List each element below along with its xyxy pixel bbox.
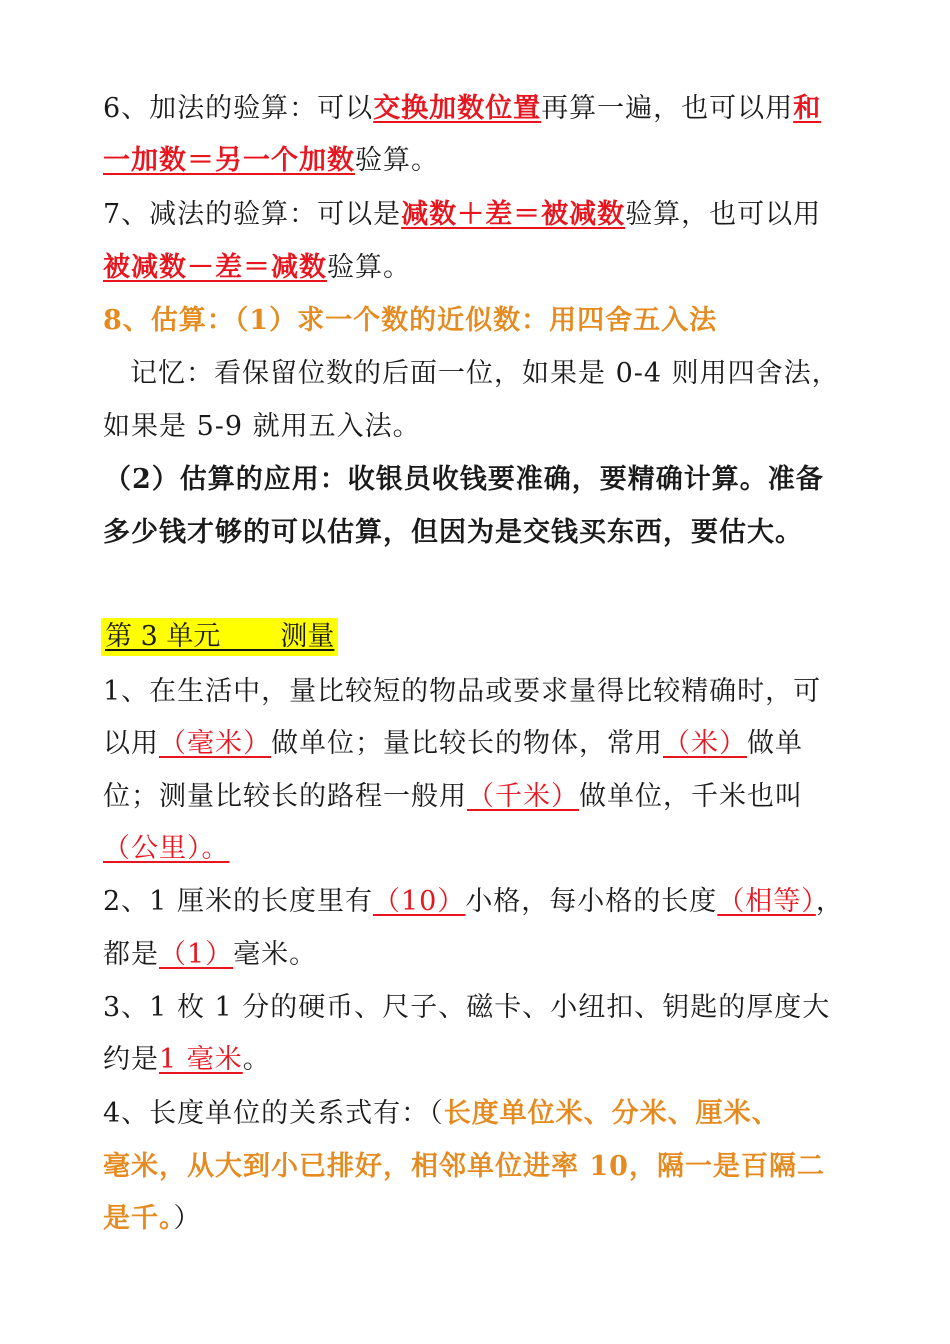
item7-text: 验算。 bbox=[327, 252, 411, 283]
q2-text: 都是 bbox=[103, 939, 159, 970]
q4-answer: 是千。 bbox=[103, 1203, 174, 1234]
q3-text: 约是 bbox=[103, 1044, 159, 1075]
q1-line2 bbox=[103, 726, 803, 762]
item6-text: 验算。 bbox=[355, 145, 439, 176]
item7-answer-formula1: 减数＋差＝被减数 bbox=[401, 199, 626, 230]
item6-line2 bbox=[103, 143, 439, 179]
q2-line2 bbox=[103, 937, 317, 973]
item7-text: 验算，也可以用 bbox=[625, 199, 822, 230]
q4-answer: 长度单位米、分米、厘米、 bbox=[443, 1098, 780, 1129]
q1-answer-km: （千米） bbox=[467, 781, 579, 812]
q3-line2 bbox=[103, 1042, 271, 1078]
item8-title: 8、估算：（1）求一个数的近似数：用四舍五入法 bbox=[103, 305, 718, 336]
q2-text: 小格，每小格的长度 bbox=[465, 886, 718, 917]
q1-line3 bbox=[103, 779, 803, 815]
q4-line2: 毫米，从大到小已排好，相邻单位进率 10，隔一是百隔二 bbox=[103, 1151, 825, 1182]
item6-line1 bbox=[103, 91, 821, 127]
q1-text: 做单位；量比较长的物体，常用 bbox=[271, 728, 663, 759]
q4-text: ） bbox=[173, 1203, 202, 1234]
q1-answer-gongli: （公里）。 bbox=[103, 833, 230, 864]
item7-line2 bbox=[103, 250, 411, 286]
q1-answer-m: （米） bbox=[663, 728, 747, 759]
item6-text: 再算一遍，也可以用 bbox=[541, 93, 794, 124]
item7-answer-formula2: 被减数－差＝减数 bbox=[103, 252, 327, 283]
item8-memory-line1: 记忆：看保留位数的后面一位，如果是 0-4 则用四舍法， bbox=[130, 358, 840, 389]
q3-line1: 3、1 枚 1 分的硬币、尺子、磁卡、小纽扣、钥匙的厚度大 bbox=[103, 992, 831, 1023]
q1-text: 位；测量比较长的路程一般用 bbox=[103, 781, 467, 812]
q1-text: 做单位，千米也叫 bbox=[579, 781, 803, 812]
item6-answer-swap: 交换加数位置 bbox=[373, 93, 542, 124]
q2-text: 毫米。 bbox=[233, 939, 318, 970]
q4-text: 4、长度单位的关系式有：（ bbox=[103, 1098, 444, 1129]
q1-line1: 1、在生活中，量比较短的物品或要求量得比较精确时，可 bbox=[103, 676, 822, 707]
q1-text: 以用 bbox=[103, 728, 159, 759]
item6-text: 6、加法的验算：可以 bbox=[103, 93, 374, 124]
q3-text: 。 bbox=[242, 1044, 271, 1075]
q1-line4 bbox=[103, 831, 230, 867]
q2-line1 bbox=[103, 884, 844, 920]
q2-text: 2、1 厘米的长度里有 bbox=[103, 886, 373, 917]
q3-answer-1mm: 1 毫米 bbox=[159, 1044, 243, 1075]
item6-answer-sum: 和 bbox=[793, 93, 822, 124]
q2-text: ， bbox=[815, 886, 844, 917]
q1-answer-mm: （毫米） bbox=[159, 728, 271, 759]
q2-answer-10: （10） bbox=[372, 886, 466, 917]
q2-answer-1: （1） bbox=[159, 939, 234, 970]
unit3-heading: 第 3 单元 测量 bbox=[101, 618, 338, 656]
item6-answer-formula: 一加数＝另一个加数 bbox=[103, 145, 355, 176]
q1-text: 做单 bbox=[747, 728, 803, 759]
item8-application-line1: （2）估算的应用：收银员收钱要准确，要精确计算。准备 bbox=[104, 464, 824, 495]
q4-line1 bbox=[103, 1096, 780, 1132]
item8-application-line2: 多少钱才够的可以估算，但因为是交钱买东西，要估大。 bbox=[103, 517, 803, 548]
q4-line3 bbox=[103, 1201, 202, 1237]
item7-line1 bbox=[103, 197, 821, 233]
item8-memory-line2: 如果是 5-9 就用五入法。 bbox=[103, 411, 421, 442]
item7-text: 7、减法的验算：可以是 bbox=[103, 199, 402, 230]
q2-answer-equal: （相等） bbox=[717, 886, 816, 917]
